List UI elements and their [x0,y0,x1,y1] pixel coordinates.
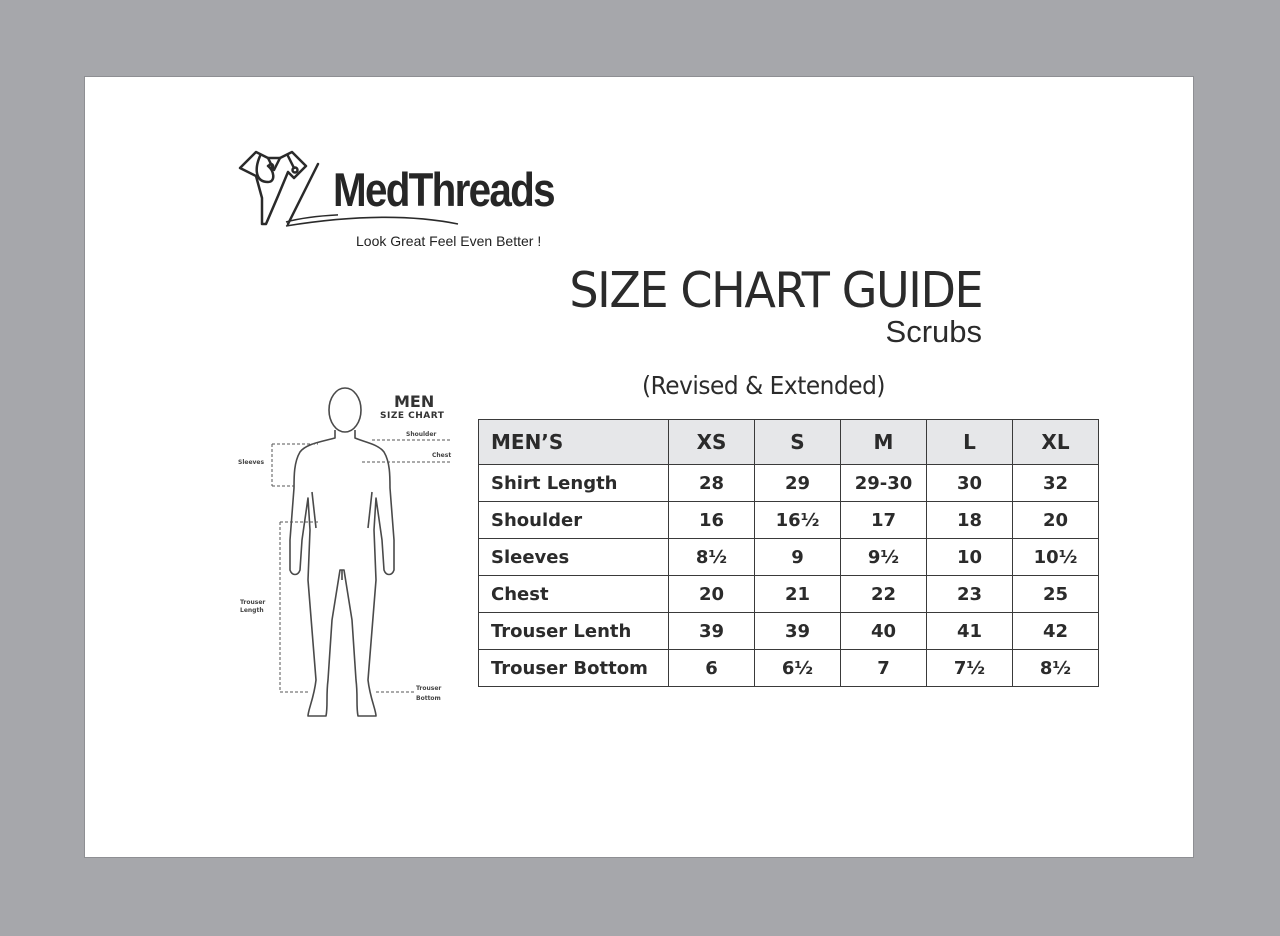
table-cell: 42 [1013,613,1099,650]
table-row [479,502,1099,539]
brand-name: MedThreads [333,163,554,216]
table-cell: 16½ [755,502,841,539]
table-cell: 17 [841,502,927,539]
label-sleeves: Sleeves [238,459,265,466]
table-cell: 18 [927,502,1013,539]
page-subtitle: Scrubs [885,314,982,349]
header-cell-xs: XS [669,420,755,465]
header-cell-l: L [927,420,1013,465]
table-cell: 16 [669,502,755,539]
row-label: Shirt Length [479,465,669,502]
label-trouser-length-2: Length [240,607,264,614]
table-cell: 9 [755,539,841,576]
table-cell: 29 [755,465,841,502]
table-cell: 40 [841,613,927,650]
label-trouser-bottom-2: Bottom [416,695,441,702]
table-row [479,539,1099,576]
size-table [478,419,1099,687]
brand-tagline: Look Great Feel Even Better ! [356,233,542,249]
table-cell: 28 [669,465,755,502]
table-row [479,576,1099,613]
figure-subtitle: SIZE CHART [380,411,445,421]
table-cell: 7 [841,650,927,687]
header-cell-m: M [841,420,927,465]
header-cell-mens: MEN’S [479,420,669,465]
table-cell: 22 [841,576,927,613]
table-cell: 39 [755,613,841,650]
header-cell-xl: XL [1013,420,1099,465]
table-cell: 41 [927,613,1013,650]
table-row [479,613,1099,650]
table-cell: 8½ [669,539,755,576]
table-cell: 30 [927,465,1013,502]
header-cell-s: S [755,420,841,465]
table-cell: 7½ [927,650,1013,687]
row-label: Chest [479,576,669,613]
table-cell: 10½ [1013,539,1099,576]
figure-title: MEN [394,392,435,411]
table-cell: 25 [1013,576,1099,613]
label-trouser-length-1: Trouser [240,599,266,606]
row-label: Trouser Bottom [479,650,669,687]
table-cell: 29-30 [841,465,927,502]
page-title: SIZE CHART GUIDE [569,262,982,319]
table-row [479,465,1099,502]
revision-note: (Revised & Extended) [642,371,885,400]
label-chest: Chest [432,452,452,459]
label-trouser-bottom-1: Trouser [416,685,442,692]
table-cell: 39 [669,613,755,650]
label-shoulder: Shoulder [406,431,437,438]
row-label: Sleeves [479,539,669,576]
table-row [479,650,1099,687]
row-label: Shoulder [479,502,669,539]
table-cell: 10 [927,539,1013,576]
table-cell: 23 [927,576,1013,613]
table-cell: 6 [669,650,755,687]
table-cell: 20 [669,576,755,613]
table-cell: 20 [1013,502,1099,539]
table-cell: 32 [1013,465,1099,502]
medthreads-logo [238,146,583,256]
table-header-row [479,420,1099,465]
table-cell: 9½ [841,539,927,576]
body-measurement-figure [232,380,472,730]
table-cell: 6½ [755,650,841,687]
row-label: Trouser Lenth [479,613,669,650]
table-cell: 8½ [1013,650,1099,687]
table-cell: 21 [755,576,841,613]
